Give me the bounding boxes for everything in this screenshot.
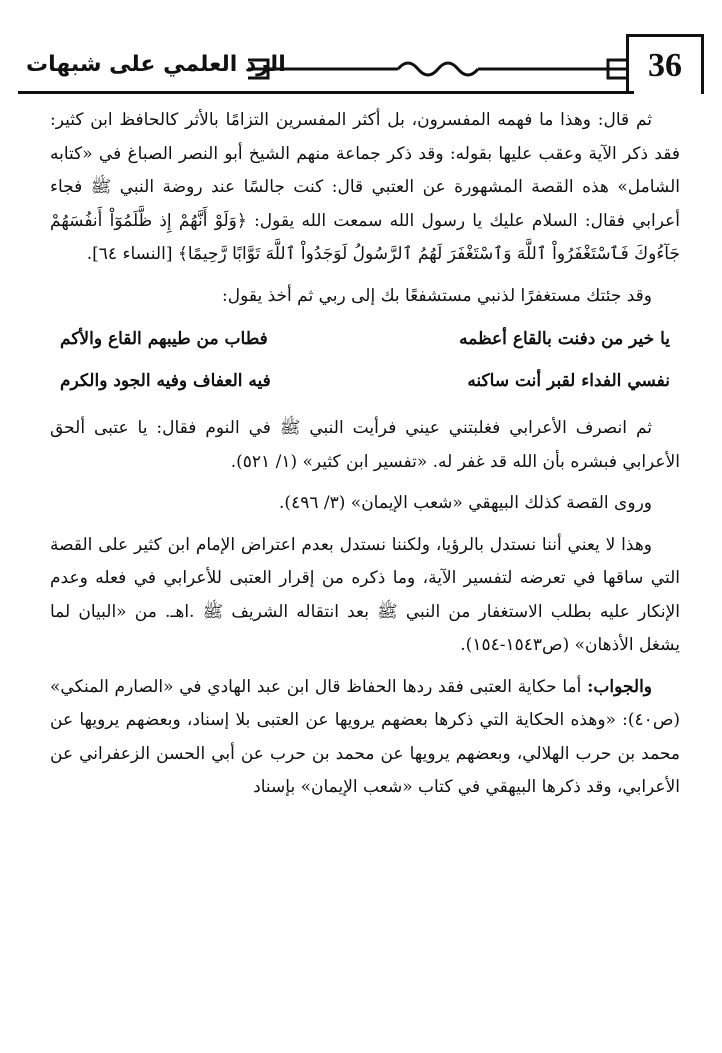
header-rule (18, 91, 634, 94)
poem-verse-1 (50, 323, 680, 357)
page-body (50, 104, 680, 813)
poem-hemistich: يا خير من دفنت بالقاع أعظمه (459, 329, 670, 349)
page-header (18, 34, 704, 96)
paragraph-2: وقد جئتك مستغفرًا لذنبي مستشفعًا بك إلى ربي ثم أخذ يقول: (221, 285, 652, 306)
answer-text: أما حكاية العتبى فقد ردها الحفاظ قال ابن عبد الهادي في «الصارم المنكي» (ص٤٠): «وهذه الحكاية التي ذكرها بعضهم يرويها عن العتبى بلا إسناد، وبعضهم يرويها عن محمد بن حرب الهلالي، وبعضهم يرويها عن محمد بن حرب عن أبي الحسن الزعفراني عن الأعرابي، وقد ذكرها البيهقي في كتاب «شعب الإيمان» بإسناد (50, 676, 680, 797)
answer-paragraph (50, 671, 680, 805)
answer-label: والجواب: (587, 676, 653, 697)
paragraph-4: وروى القصة كذلك البيهقي «شعب الإيمان» (٣/ ٤٩٦). (279, 493, 652, 513)
paragraph-3: ثم انصرف الأعرابي فغلبتني عيني فرأيت النبي ﷺ في النوم فقال: يا عتبى ألحق الأعرابي فبشره بأن الله قد غفر له. «تفسير ابن كثير» (١/ ٥٢١). (50, 418, 680, 472)
header-ornament-icon (248, 56, 628, 82)
page-number: 36 (626, 34, 704, 94)
paragraph-1: ثم قال: وهذا ما فهمه المفسرون، بل أكثر المفسرين التزامًا بالأثر كالحافظ ابن كثير: فقد ذكر الآية وعقب عليها بقوله: وقد ذكر جماعة منهم الشيخ أبو النصر الصباغ في «كتابه الشامل» هذه القصة المشهورة عن العتبي قال: كنت جالسًا عند روضة النبي ﷺ فجاء أعرابي فقال: السلام عليك يا رسول الله سمعت الله يقول: ﴿وَلَوْ أَنَّهُمْ إِذ ظَّلَمُوٓاْ أَنفُسَهُمْ جَآءُوكَ فَٱسْتَغْفَرُواْ ٱللَّهَ وَٱسْتَغْفَرَ لَهُمُ ٱلرَّسُولُ لَوَجَدُواْ ٱللَّهَ تَوَّابًا رَّحِيمًا﴾ [النساء ٦٤]. (50, 110, 680, 264)
poem (50, 323, 680, 398)
poem-hemistich: فيه العفاف وفيه الجود والكرم (60, 370, 271, 391)
poem-verse-2 (50, 365, 680, 399)
paragraph-5: وهذا لا يعني أننا نستدل بالرؤيا، ولكننا نستدل بعدم اعتراض الإمام ابن كثير على القصة التي ساقها في تعرضه لتفسير الآية، وما ذكره من إقرار العتبى للأعرابي في فعله وعدم الإنكار عليه بطلب الاستغفار من النبي ﷺ بعد انتقاله الشريف ﷺ .اهـ. من «البيان لما يشغل الأذهان» (ص١٥٤٣-١٥٤). (50, 534, 680, 655)
poem-hemistich: فطاب من طيبهم القاع والأكم (60, 329, 268, 349)
running-title: الرد العلمي على شبهات (26, 52, 286, 77)
poem-hemistich: نفسي الفداء لقبر أنت ساكنه (467, 370, 670, 391)
